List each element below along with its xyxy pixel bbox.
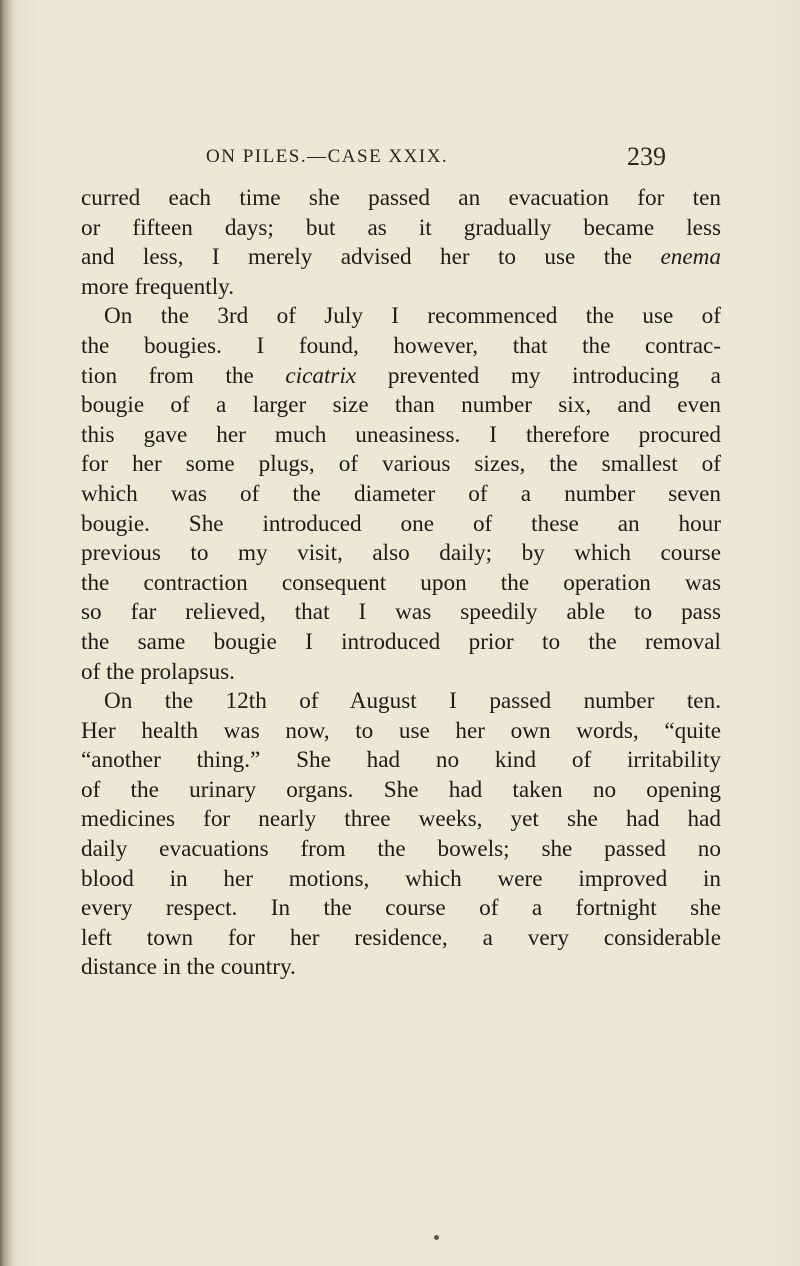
text-line: On the 3rd of July I recommenced the use of — [104, 303, 721, 330]
text-line: the contraction consequent upon the operation was — [81, 569, 721, 596]
text-line: tion from the cicatrix prevented my introducing a — [81, 362, 721, 389]
text-line: Her health was now, to use her own words, “quite — [81, 717, 721, 744]
running-head — [206, 142, 666, 178]
text-line: this gave her much uneasiness. I therefore procured — [81, 421, 721, 448]
text-line: On the 12th of August I passed number ten. — [104, 688, 721, 715]
text-line: medicines for nearly three weeks, yet she had had — [81, 806, 721, 833]
text-line: of the urinary organs. She had taken no opening — [81, 776, 721, 803]
body-text — [81, 184, 721, 983]
page-speck — [434, 1235, 439, 1240]
text-line: daily evacuations from the bowels; she passed no — [81, 836, 721, 863]
text-line: previous to my visit, also daily; by which course — [81, 540, 721, 567]
text-line: more frequently. — [81, 273, 235, 300]
text-line: distance in the country. — [81, 954, 296, 981]
italic-term: cicatrix — [285, 362, 357, 389]
page-number: 239 — [627, 142, 666, 171]
running-head-title: ON PILES.—CASE XXIX. — [206, 146, 449, 167]
italic-term: enema — [660, 244, 721, 271]
text-line: the bougies. I found, however, that the contrac- — [81, 332, 721, 359]
text-line: for her some plugs, of various sizes, the smallest of — [81, 451, 721, 478]
text-line: so far relieved, that I was speedily able to pass — [81, 599, 721, 626]
text-line: left town for her residence, a very considerable — [81, 924, 721, 951]
text-line: the same bougie I introduced prior to the removal — [81, 628, 721, 655]
text-line: bougie. She introduced one of these an hour — [81, 510, 721, 537]
text-line: blood in her motions, which were improved in — [81, 865, 721, 892]
text-line: of the prolapsus. — [81, 658, 235, 685]
text-line: every respect. In the course of a fortnight she — [81, 895, 721, 922]
text-line: bougie of a larger size than number six, and even — [81, 392, 721, 419]
text-line: and less, I merely advised her to use the enema — [81, 244, 721, 271]
text-line: or fifteen days; but as it gradually became less — [81, 214, 721, 241]
text-line: which was of the diameter of a number seven — [81, 480, 721, 507]
page-binding-edge — [0, 0, 14, 1266]
text-line: curred each time she passed an evacuation for ten — [81, 185, 721, 211]
text-line: “another thing.” She had no kind of irritability — [81, 747, 721, 774]
